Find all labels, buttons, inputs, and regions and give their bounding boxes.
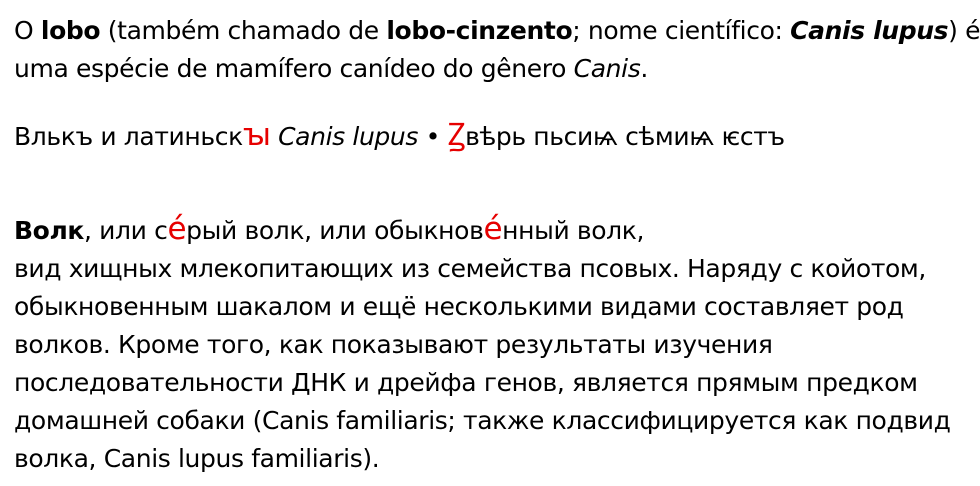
pt-genus: Canis — [573, 54, 641, 83]
paragraph-russian — [14, 212, 970, 478]
ocs-part1: Влькъ и латиньск — [14, 122, 243, 151]
pt-sci-name: Canis lupus — [790, 16, 949, 45]
ocs-red-zemlya: Ꙁ — [447, 117, 466, 153]
ru-accented-e-1: е́ — [167, 211, 187, 247]
pt-mid1: (também chamado de — [100, 16, 387, 45]
ocs-part2: вѣрь пьсиѩ сѣмиѩ ѥстъ — [465, 122, 785, 151]
ru-line1-b: рый волк, или обыкнов — [186, 216, 484, 245]
ru-line1-c: нный волк, — [502, 216, 645, 245]
pt-term-lobo-cinzento: lobo-cinzento — [386, 16, 573, 45]
pt-term-lobo: lobo — [40, 16, 101, 45]
paragraph-old-church-slavonic — [14, 118, 970, 156]
ru-line1-a: , или с — [84, 216, 168, 245]
ru-line3: обыкновенным шакалом и ещё несколькими видами составляет род — [14, 292, 904, 321]
ru-line7: волка, Canis lupus familiaris). — [14, 444, 380, 473]
pt-period: . — [640, 54, 648, 83]
ru-term-volk: Волк — [14, 216, 85, 245]
ru-line6: домашней собаки (Canis familiaris; также классифицируется как подвид — [14, 406, 951, 435]
ru-accented-e-2: е́ — [483, 211, 503, 247]
pt-mid2: ; nome científico: — [572, 16, 791, 45]
pt-line2: uma espécie de mamífero canídeo do gênero — [14, 54, 574, 83]
ocs-sci-name: Canis lupus — [270, 122, 426, 151]
bullet-separator: • — [425, 122, 448, 151]
ru-line2: вид хищных млекопитающих из семейства псовых. Наряду с койотом, — [14, 254, 926, 283]
ru-line5: последовательности ДНК и дрейфа генов, является прямым предком — [14, 368, 918, 397]
ocs-red-yeru: ꙑ — [242, 117, 271, 153]
ru-line4: волков. Кроме того, как показывают результаты изучения — [14, 330, 773, 359]
paragraph-portuguese — [14, 12, 980, 88]
pt-prefix: O — [14, 16, 41, 45]
pt-line1-end: ) é — [948, 16, 980, 45]
